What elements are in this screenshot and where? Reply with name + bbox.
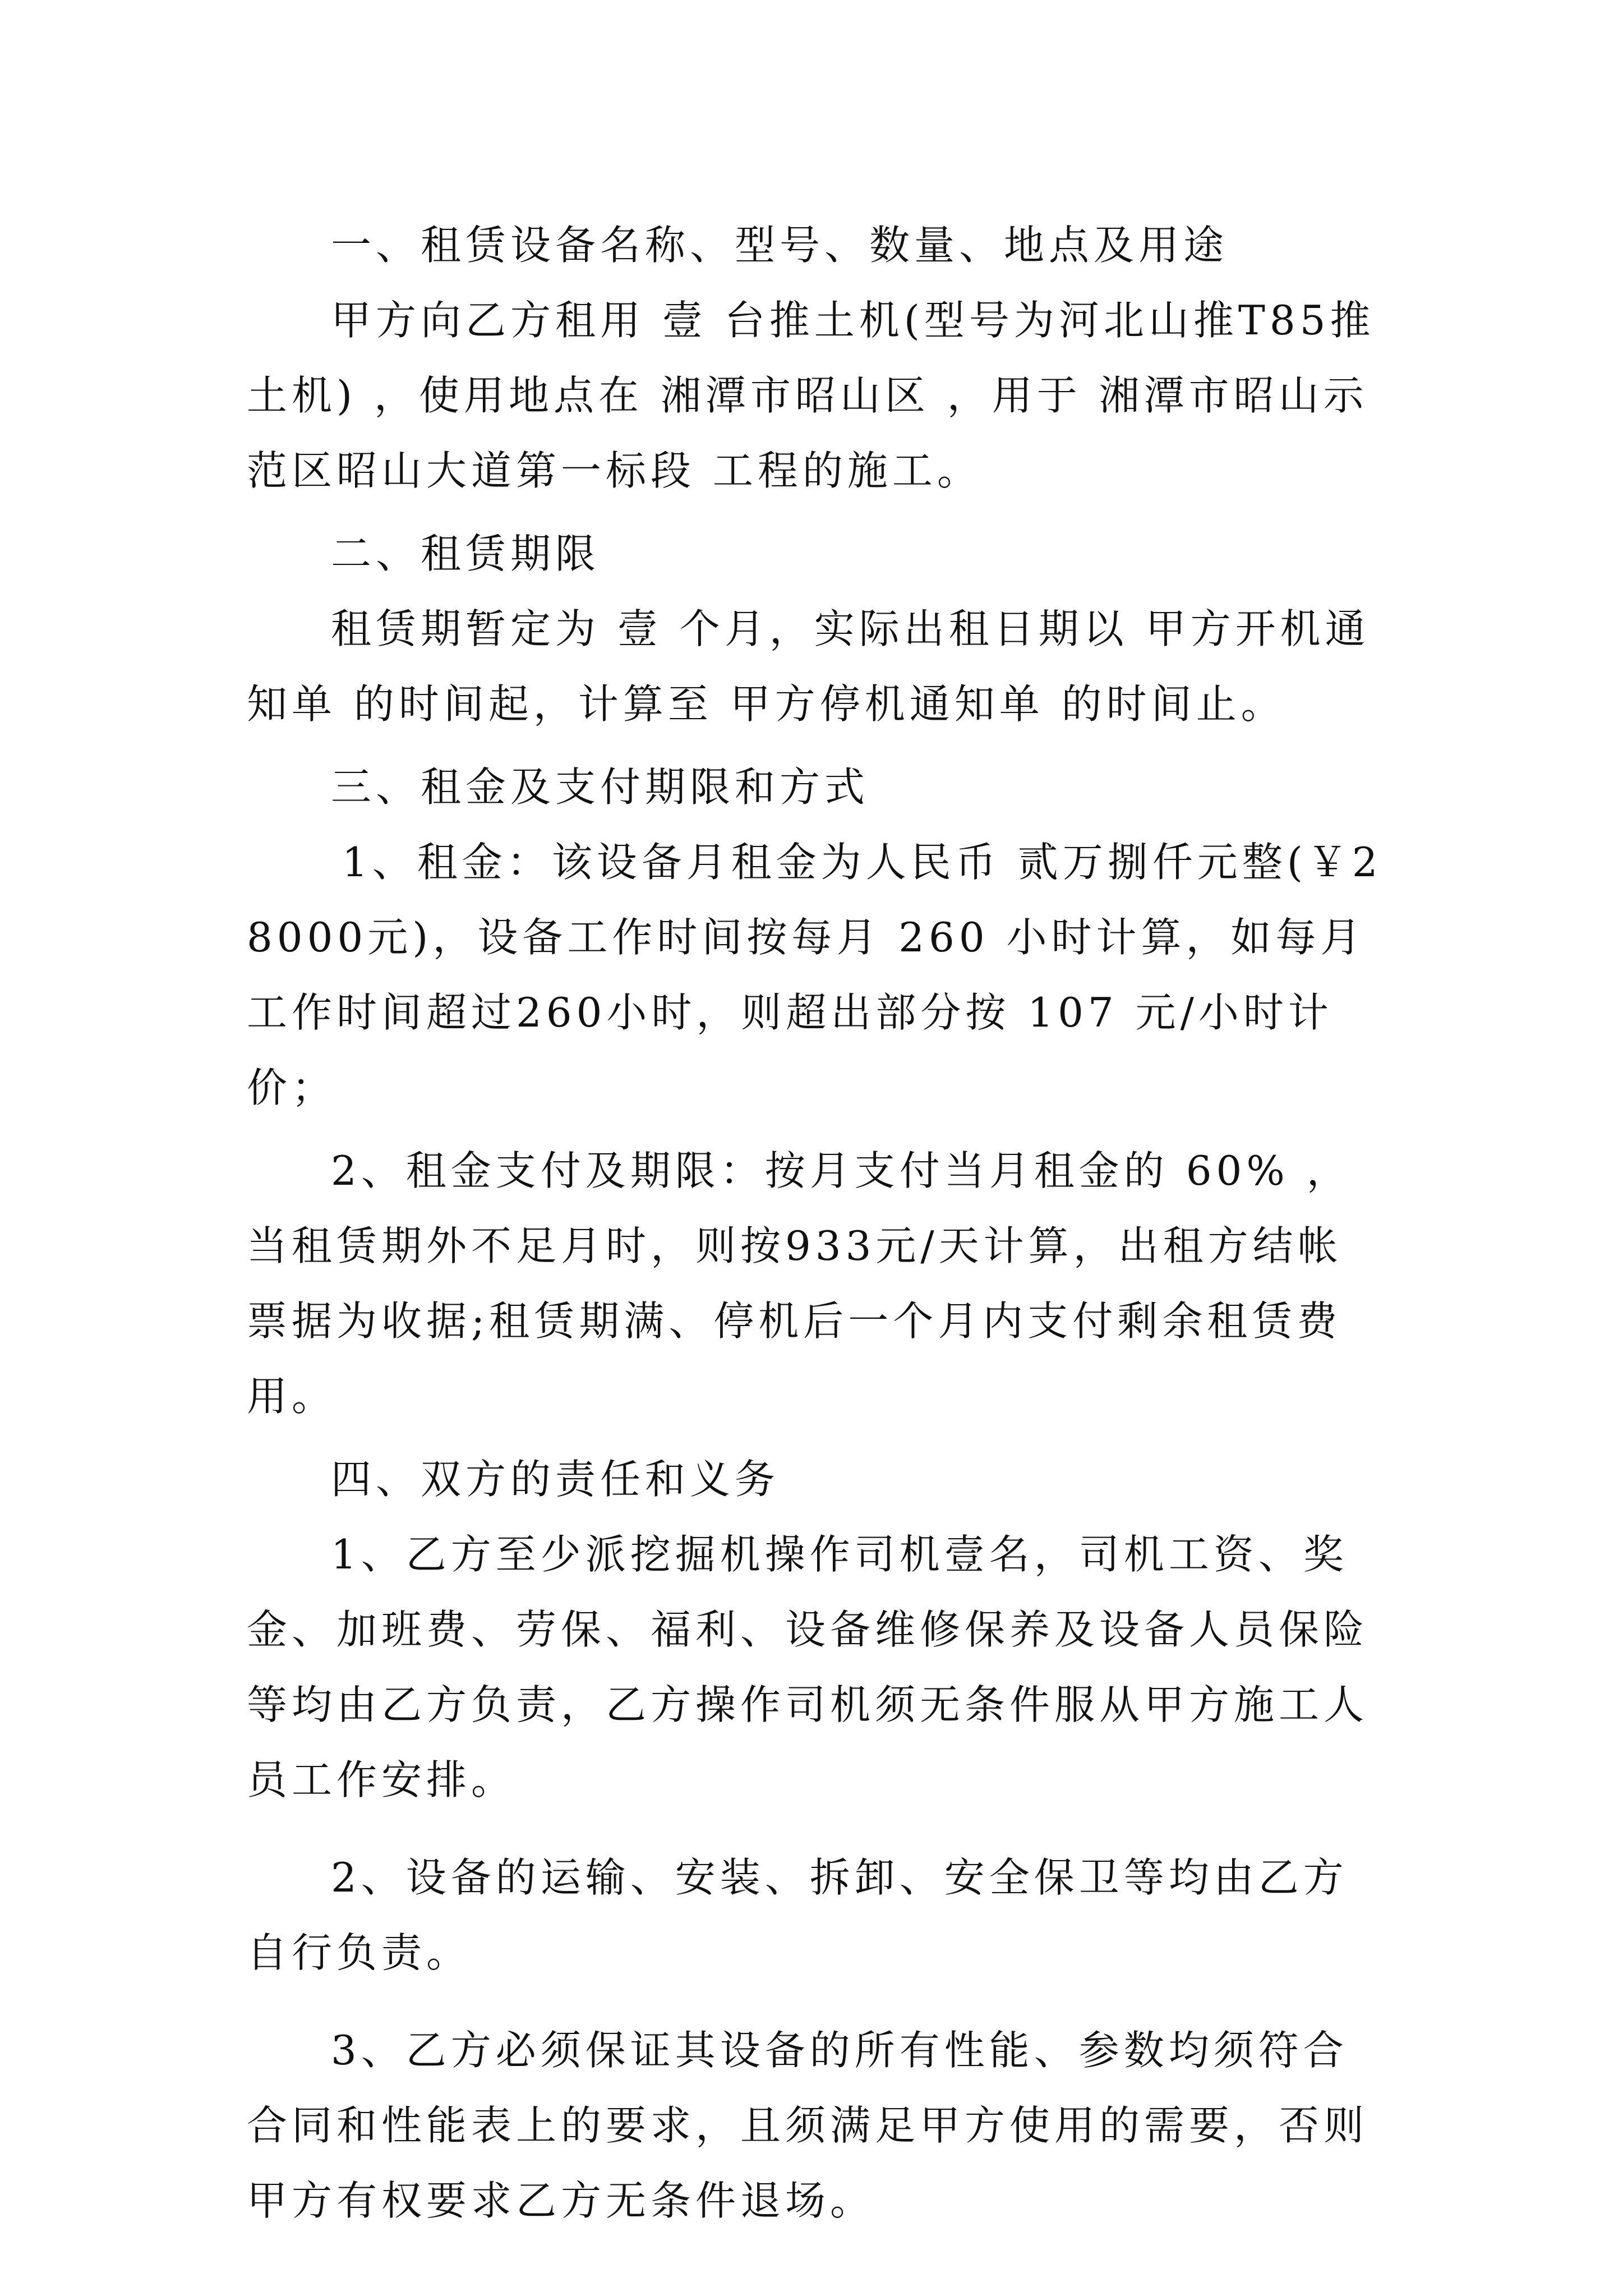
section-1-heading: 一、租赁设备名称、型号、数量、地点及用途: [331, 222, 1229, 269]
section-2-heading: 二、租赁期限: [331, 530, 601, 577]
section-3-heading: 三、租金及支付期限和方式: [331, 763, 870, 811]
section-4-heading: 四、双方的责任和义务: [331, 1456, 780, 1503]
section-4-item-3: 3、乙方必须保证其设备的所有性能、参数均须符合合同和性能表上的要求，且须满足甲方使用的需要，否则甲方有权要求乙方无条件退场。: [247, 2027, 1369, 2224]
section-1-paragraph-1: 甲方向乙方租用 壹 台推土机(型号为河北山推T85推土机) ，使用地点在 湘潭市昭山区 ，用于 湘潭市昭山示范区昭山大道第一标段 工程的施工。: [247, 297, 1375, 494]
section-4-item-1: 1、乙方至少派挖掘机操作司机壹名，司机工资、奖金、加班费、劳保、福利、设备维修保养及设备人员保险等均由乙方负责，乙方操作司机须无条件服从甲方施工人员工作安排。: [247, 1531, 1369, 1803]
section-4-item-2: 2、设备的运输、安装、拆卸、安全保卫等均由乙方自行负责。: [247, 1854, 1348, 1976]
section-3-item-2: 2、租金支付及期限：按月支付当月租金的 60% ，当租赁期外不足月时，则按933元/天计算，出租方结帐票据为收据;租赁期满、停机后一个月内支付剩余租赁费用。: [247, 1147, 1352, 1420]
document-body: [247, 208, 1385, 2238]
section-2-paragraph-1: 租赁期暂定为 壹 个月，实际出租日期以 甲方开机通知单 的时间起，计算至 甲方停机通知单 的时间止。: [247, 605, 1370, 728]
section-3-item-1: 1、租金：该设备月租金为人民币 贰万捌仟元整(￥28000元)，设备工作时间按每月 260 小时计算，如每月工作时间超过260小时，则超出部分按 107 元/小时计价；: [247, 839, 1382, 1111]
